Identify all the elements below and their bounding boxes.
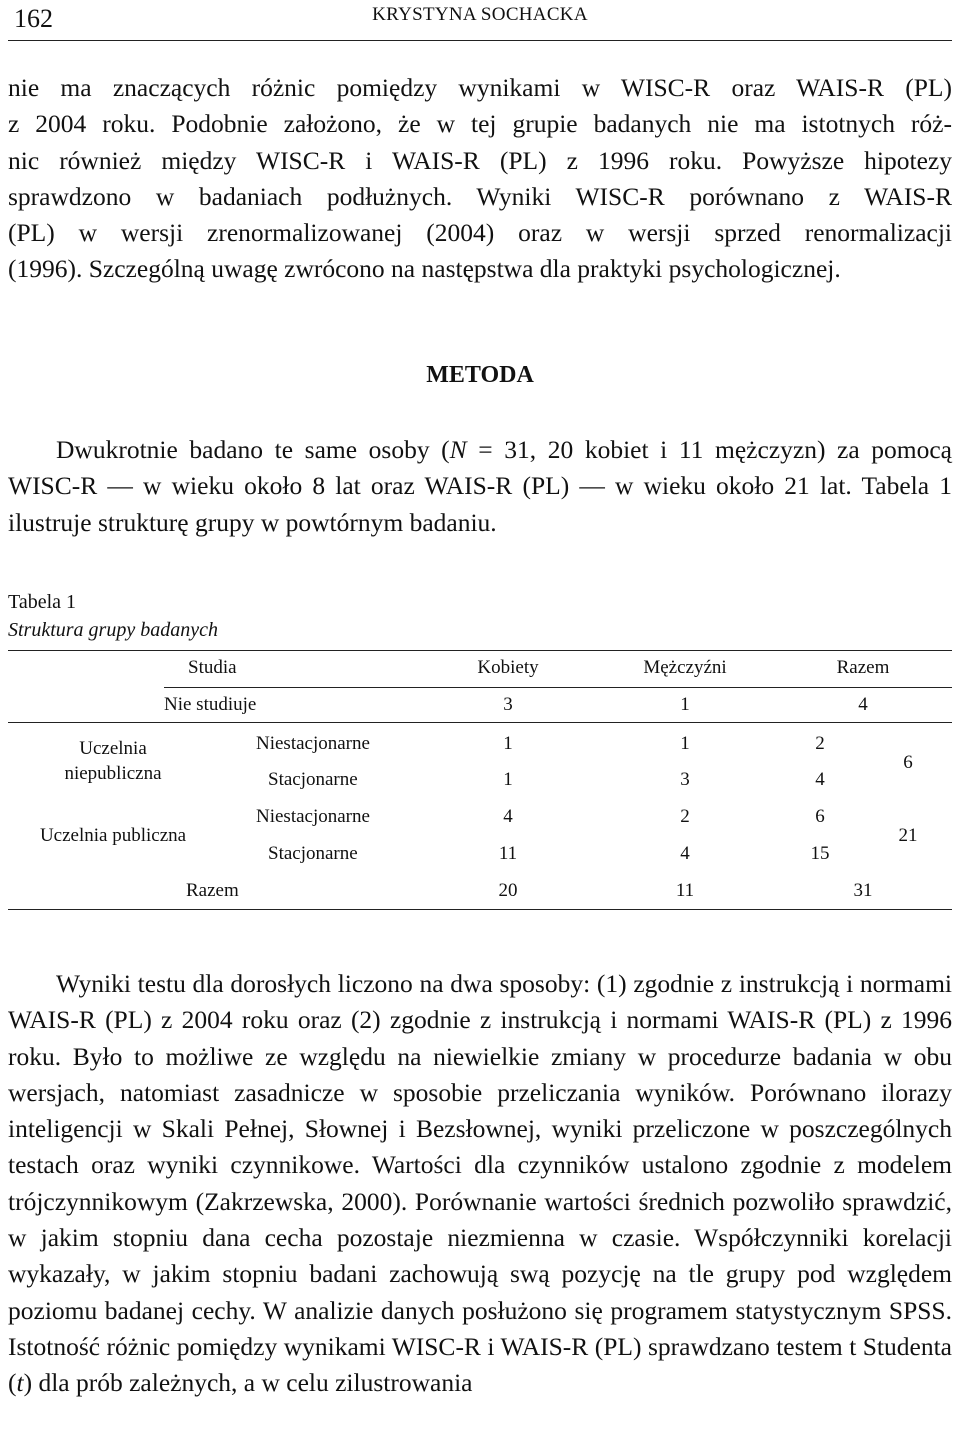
row-label-stacjonarne: Stacjonarne xyxy=(268,843,358,864)
method-paragraph xyxy=(8,432,952,541)
cell-value: 3 xyxy=(680,769,690,790)
header-rule xyxy=(164,687,952,688)
t-symbol: t xyxy=(16,1368,24,1398)
group-sum: 21 xyxy=(898,825,918,846)
header-razem: Razem xyxy=(836,657,890,678)
table-label: Tabela 1 xyxy=(8,591,77,613)
intro-line: z 2004 roku. Podobnie założono, że w tej grupie badanych nie ma istotnych róż- xyxy=(8,109,952,139)
results-text-1: Wyniki testu dla dorosłych liczono na dwa sposoby: (1) zgodnie z instrukcją i normami WAIS-R (PL) z 2004 roku oraz (2) zgodnie z instrukcją i normami WAIS-R (PL) z 1996 roku. Było to możliwe ze względu na niewielkie zmiany w procedurze badania w obu wersjach, natomiast zasadnicze w sposobie przeliczania wyników. Porównano ilorazy inteligencji w Skali Pełnej, Słownej i Bezsłownej, wyniki przeliczone w poszczególnych testach oraz wyniki czynnikowe. Wartości dla czynników ustalono zgodnie z modelem trójczynnikowym (Zakrzewska, 2000). Porównanie wartości średnich pozwoliło sprawdzić, w jakim stopniu dana cecha pozostaje niezmienna w czasie. Współczynniki korelacji wykazały, w jakim stopniu badani zachowują swą pozycję na tle grupy pod względem poziomu badanej cechy. W analizie danych posłużono się programem statystycznym SPSS. Istotność różnic pomiędzy wynikami WISC-R i WAIS-R (PL) sprawdzano testem t Studenta ( xyxy=(8,969,952,1398)
cell-value: 1 xyxy=(503,769,513,790)
row-label-niestacjonarne: Niestacjonarne xyxy=(256,806,370,827)
row-nie-studiuje-label: Nie studiuje xyxy=(164,694,257,715)
row-label-stacjonarne: Stacjonarne xyxy=(268,769,358,790)
header-studia: Studia xyxy=(188,657,237,678)
cell-value: 2 xyxy=(815,733,825,754)
cell-value: 3 xyxy=(503,694,513,715)
cell-value: 11 xyxy=(498,843,518,864)
intro-line: nic również między WISC-R i WAIS-R (PL) z 1996 roku. Powyższe hipotezy xyxy=(8,145,952,175)
header-mezczyzni: Mężczyźni xyxy=(643,657,727,678)
body-rule xyxy=(8,722,952,723)
n-symbol: N xyxy=(449,435,467,464)
method-text-2: = 31, 20 kobiet i 11 mężczyzn) za pomocą WISC-R — w wieku około 8 lat oraz WAIS-R (PL) — w wieku około 21 lat. Tabela 1 ilustruje strukturę grupy w powtórnym badaniu. xyxy=(8,435,952,537)
cell-value: 2 xyxy=(680,806,690,827)
running-head: KRYSTYNA SOCHACKA xyxy=(372,4,588,25)
row-razem-label: Razem xyxy=(186,880,239,901)
group-sum: 6 xyxy=(903,752,913,773)
page-number: 162 xyxy=(14,4,53,33)
table-title: Struktura grupy badanych xyxy=(8,619,218,641)
group-label-niepubliczna-2: niepubliczna xyxy=(64,763,162,784)
row-label-niestacjonarne: Niestacjonarne xyxy=(256,733,370,754)
structure-table xyxy=(8,650,952,910)
intro-line: sprawdzono w badaniach podłużnych. Wyniki WISC-R porównano z WAIS-R xyxy=(8,181,952,211)
cell-value: 11 xyxy=(675,880,695,901)
section-heading: METODA xyxy=(426,362,534,388)
intro-line: nie ma znaczących różnic pomiędzy wynikami w WISC-R oraz WAIS-R (PL) xyxy=(8,73,952,102)
results-paragraph xyxy=(8,966,952,1402)
cell-value: 1 xyxy=(503,733,513,754)
group-label-niepubliczna-1: Uczelnia xyxy=(79,738,147,759)
page-header xyxy=(8,0,952,41)
cell-value: 4 xyxy=(858,694,868,715)
intro-line: (1996). Szczególną uwagę zwrócono na następstwa dla praktyki psychologicznej. xyxy=(8,254,841,284)
cell-value: 15 xyxy=(810,843,830,864)
cell-value: 20 xyxy=(498,880,518,901)
results-text-2: ) dla prób zależnych, a w celu zilustrowania xyxy=(23,1368,473,1398)
table-caption xyxy=(8,588,218,644)
cell-value: 1 xyxy=(680,733,690,754)
intro-line: (PL) w wersji zrenormalizowanej (2004) oraz w wersji sprzed renormalizacji xyxy=(8,218,952,248)
cell-value: 4 xyxy=(503,806,513,827)
group-label-publiczna: Uczelnia publiczna xyxy=(39,825,187,846)
cell-value: 4 xyxy=(815,769,825,790)
cell-value: 31 xyxy=(853,880,873,901)
cell-value: 6 xyxy=(815,806,825,827)
method-text-1: Dwukrotnie badano te same osoby ( xyxy=(56,435,450,464)
cell-value: 1 xyxy=(680,694,690,715)
header-kobiety: Kobiety xyxy=(477,657,539,678)
intro-paragraph xyxy=(8,70,952,288)
cell-value: 4 xyxy=(680,843,690,864)
